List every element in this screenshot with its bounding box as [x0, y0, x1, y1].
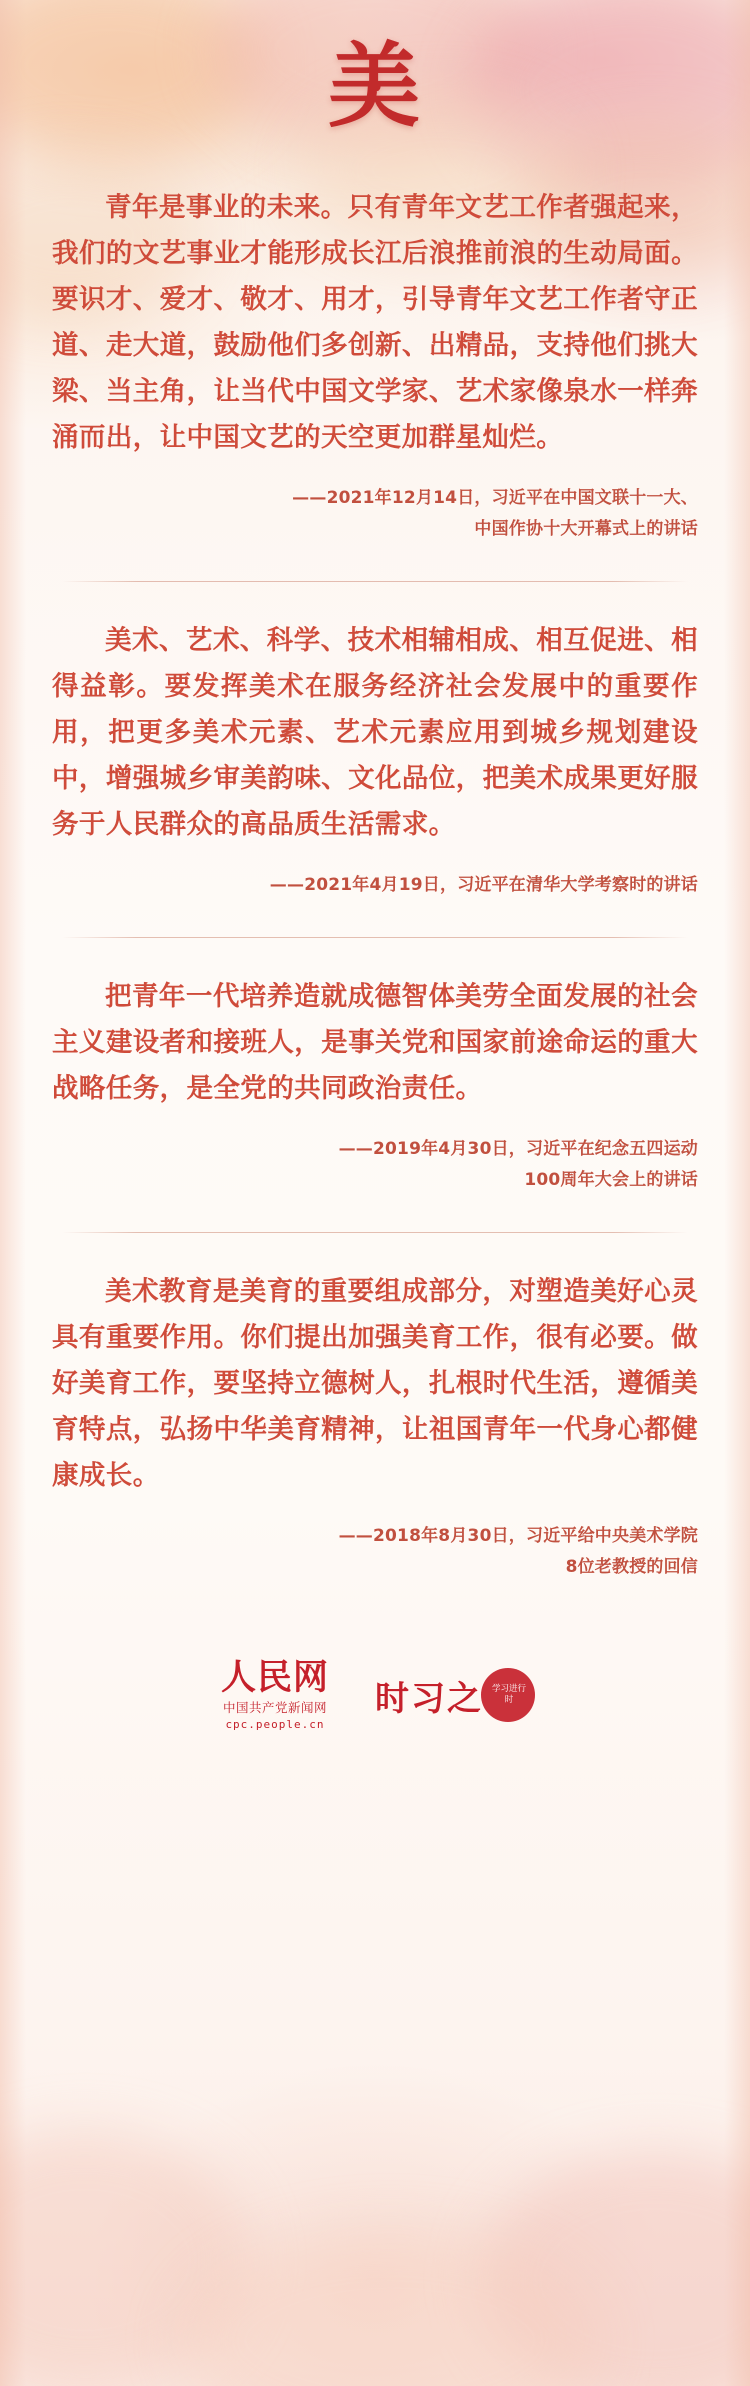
attribution-line-1: ——2019年4月30日，习近平在纪念五四运动 [338, 1139, 698, 1159]
quote-text: 美术、艺术、科学、技术相辅相成、相互促进、相得益彰。要发挥美术在服务经济社会发展中的重要作用，把更多美术元素、艺术元素应用到城乡规划建设中，增强城乡审美韵味、文化品位，把美术成果更好服务于人民群众的高品质生活需求。 [52, 625, 698, 840]
watercolor-blob [0, 2130, 250, 2386]
quote-block [52, 974, 698, 1196]
hero-header [0, 0, 750, 185]
quote-text: 把青年一代培养造就成德智体美劳全面发展的社会主义建设者和接班人，是事关党和国家前途命运的重大战略任务，是全党的共同政治责任。 [52, 981, 698, 1104]
quote-attribution [52, 870, 698, 901]
attribution-line-2: 100周年大会上的讲话 [524, 1170, 698, 1190]
attribution-line-1: ——2021年12月14日，习近平在中国文联十一大、 [292, 488, 698, 508]
attribution-line-1: ——2021年4月19日，习近平在清华大学考察时的讲话 [269, 875, 698, 895]
badge-title: 时习之 [375, 1678, 483, 1719]
quote-attribution [52, 1521, 698, 1583]
badge-subtitle: 学习进行时 [491, 1684, 526, 1705]
section-divider [62, 937, 688, 938]
attribution-line-2: 中国作协十大开幕式上的讲话 [474, 519, 698, 539]
quote-text: 青年是事业的未来。只有青年文艺工作者强起来，我们的文艺事业才能形成长江后浪推前浪的生动局面。要识才、爱才、敬才、用才，引导青年文艺工作者守正道、走大道，鼓励他们多创新、出精品，支持他们挑大梁、当主角，让当代中国文学家、艺术家像泉水一样奔涌而出，让中国文艺的天空更加群星灿烂。 [52, 192, 698, 453]
quotes-container [0, 185, 750, 1583]
attribution-line-1: ——2018年8月30日，习近平给中央美术学院 [338, 1526, 698, 1546]
quote-block [52, 185, 698, 545]
quote-block [52, 1269, 698, 1583]
attribution-line-2: 8位老教授的回信 [565, 1557, 698, 1577]
people-logo-url: cpc.people.cn [225, 1717, 325, 1731]
section-divider [62, 1232, 688, 1233]
people-cn-logo[interactable] [220, 1657, 329, 1731]
page-title: 美 [327, 32, 422, 140]
quote-attribution [52, 483, 698, 545]
section-divider [62, 581, 688, 582]
quote-block [52, 618, 698, 901]
quote-attribution [52, 1134, 698, 1196]
shixizhi-badge[interactable] [375, 1671, 529, 1720]
footer [0, 1635, 750, 1755]
quote-text: 美术教育是美育的重要组成部分，对塑造美好心灵具有重要作用。你们提出加强美育工作，很有必要。做好美育工作，要坚持立德树人，扎根时代生活，遵循美育特点，弘扬中华美育精神，让祖国青年一代身心都健康成长。 [52, 1276, 698, 1491]
watercolor-blob [180, 2230, 600, 2386]
watercolor-blob [480, 2150, 750, 2386]
people-logo-subtitle: 中国共产党新闻网 [222, 1700, 327, 1716]
people-logo-title: 人民网 [220, 1657, 329, 1699]
